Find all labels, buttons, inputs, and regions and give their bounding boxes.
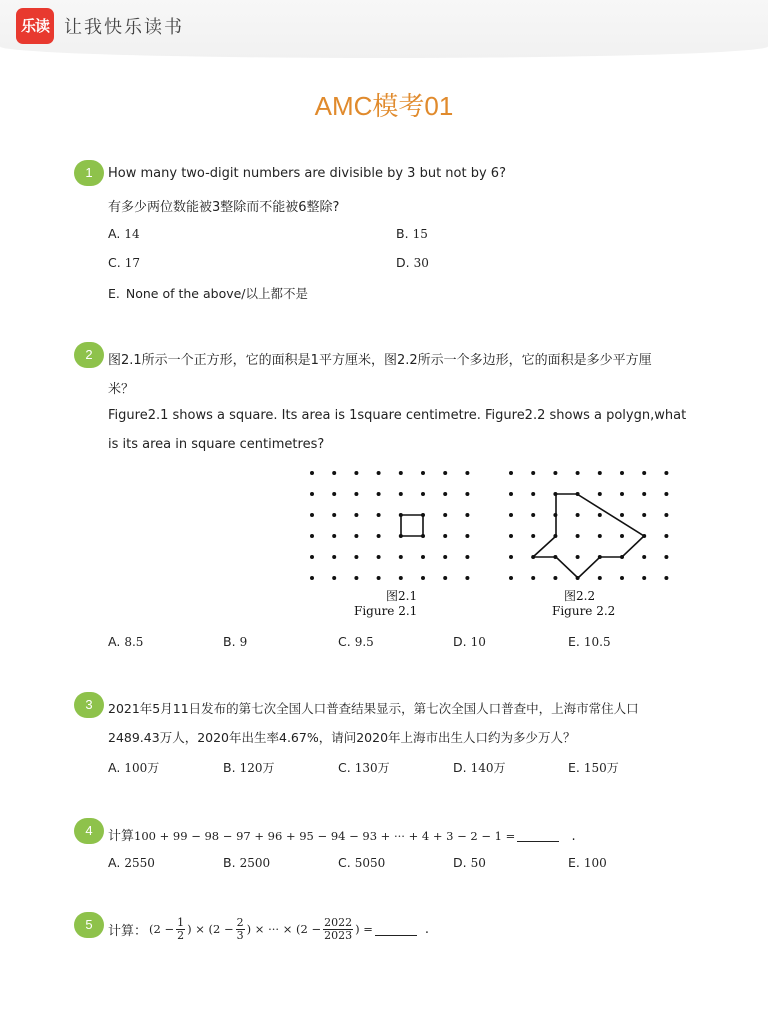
grid-dot — [553, 576, 557, 580]
grid-dot — [332, 534, 336, 538]
option-label: E. — [568, 760, 580, 775]
grid-dot — [354, 471, 358, 475]
q4-suffix: . — [571, 829, 576, 844]
grid-dot — [598, 513, 602, 517]
q2-text-cn-line2: 米？ — [108, 382, 135, 397]
q1-text-en: How many two-digit numbers are divisible by 3 but not by 6? — [108, 166, 506, 181]
grid-dot — [620, 471, 624, 475]
brand-logo[interactable]: 乐读 — [16, 8, 54, 44]
q1-option-a[interactable] — [108, 226, 140, 241]
fraction-numerator: 2 — [236, 915, 244, 929]
grid-dot — [576, 534, 580, 538]
grid-dot — [465, 492, 469, 496]
option-value: 150万 — [583, 761, 619, 775]
grid-dot — [310, 576, 314, 580]
option-label: D. — [453, 855, 467, 870]
page-title: AMC模考01 — [314, 91, 454, 121]
q2-dot-grid-figures — [300, 462, 680, 622]
option-value: 17 — [124, 256, 140, 270]
grid-dot — [310, 513, 314, 517]
grid-dot — [598, 471, 602, 475]
figure-2-1-dot-grid — [310, 471, 469, 580]
fraction — [176, 917, 185, 942]
option-value: 100万 — [124, 761, 160, 775]
fraction-denominator: 2 — [177, 928, 185, 942]
grid-dot — [620, 534, 624, 538]
q5-expr-part: ) = — [355, 922, 373, 936]
grid-dot — [465, 471, 469, 475]
grid-dot — [443, 555, 447, 559]
option-label: E. — [568, 855, 580, 870]
q1-option-c[interactable] — [108, 255, 140, 270]
option-value: 2500 — [239, 856, 271, 870]
grid-dot — [421, 492, 425, 496]
option-value: 50 — [470, 856, 486, 870]
grid-dot — [642, 492, 646, 496]
q5-expr-part: ) × (2 − — [187, 922, 234, 936]
q2-option-e[interactable] — [568, 634, 611, 649]
fraction — [323, 917, 353, 942]
figure-2-2-caption-cn: 图2.2 — [564, 589, 596, 603]
grid-dot — [443, 492, 447, 496]
option-value: 9.5 — [354, 635, 374, 649]
option-value: 9 — [239, 635, 248, 649]
grid-dot — [443, 471, 447, 475]
q2-text-en-line1: Figure2.1 shows a square. Its area is 1square centimetre. Figure2.2 shows a polygn,what — [108, 408, 687, 423]
grid-dot — [598, 492, 602, 496]
option-value: None of the above/以上都不是 — [125, 286, 309, 301]
q5-expr-part: ) × ··· × (2 − — [246, 922, 322, 936]
grid-dot — [664, 471, 668, 475]
grid-dot — [642, 471, 646, 475]
app-header — [0, 0, 768, 58]
q2-option-c[interactable] — [338, 634, 374, 649]
option-value: 15 — [412, 227, 428, 241]
grid-dot — [509, 513, 513, 517]
q4-prefix: 计算 — [108, 829, 135, 844]
grid-dot — [598, 576, 602, 580]
q2-text-en-line2: is its area in square centimetres? — [108, 437, 325, 452]
option-value: 30 — [413, 256, 429, 270]
grid-dot — [399, 471, 403, 475]
grid-dot — [664, 555, 668, 559]
option-value: 120万 — [239, 761, 275, 775]
grid-dot — [509, 555, 513, 559]
q5-text — [108, 912, 429, 946]
grid-dot — [377, 513, 381, 517]
grid-dot — [377, 576, 381, 580]
option-label: D. — [396, 255, 410, 270]
grid-dot — [509, 534, 513, 538]
q5-expr-part: (2 − — [149, 922, 175, 936]
option-label: B. — [223, 760, 236, 775]
question-number-badge: 2 — [74, 342, 104, 368]
grid-dot — [531, 513, 535, 517]
option-label: C. — [338, 855, 351, 870]
option-value: 140万 — [470, 761, 506, 775]
q1-text-cn: 有多少两位数能被3整除而不能被6整除? — [108, 200, 340, 215]
question-number-badge: 1 — [74, 160, 104, 186]
question-number-badge: 4 — [74, 818, 104, 844]
q5-prefix: 计算： — [108, 923, 148, 939]
q4-option-a[interactable] — [108, 855, 155, 870]
grid-dot — [354, 492, 358, 496]
brand-slogan: 让我快乐读书 — [64, 17, 184, 38]
q3-option-a[interactable] — [108, 759, 159, 776]
fraction-numerator: 2022 — [324, 915, 353, 929]
q1-option-d[interactable] — [396, 255, 429, 270]
q2-text-cn-line1: 图2.1所示一个正方形，它的面积是1平方厘米，图2.2所示一个多边形，它的面积是多少平方厘 — [108, 353, 652, 368]
option-label: A. — [108, 226, 121, 241]
option-label: E. — [108, 286, 120, 301]
grid-dot — [664, 513, 668, 517]
grid-dot — [664, 492, 668, 496]
option-label: B. — [396, 226, 409, 241]
option-value: 5050 — [354, 856, 386, 870]
q3-text-line1: 2021年5月11日发布的第七次全国人口普查结果显示，第七次全国人口普查中，上海市常住人口 — [108, 701, 639, 716]
figure-2-2-caption-en: Figure 2.2 — [552, 604, 616, 618]
q2-option-b[interactable] — [223, 634, 247, 649]
question-number-badge: 5 — [74, 912, 104, 938]
grid-dot — [377, 555, 381, 559]
q1-option-b[interactable] — [396, 226, 428, 241]
option-value: 10 — [470, 635, 486, 649]
grid-dot — [443, 576, 447, 580]
grid-dot — [620, 513, 624, 517]
grid-dot — [421, 576, 425, 580]
grid-dot — [531, 471, 535, 475]
option-label: E. — [568, 634, 580, 649]
question-number-badge: 3 — [74, 692, 104, 718]
option-label: A. — [108, 634, 121, 649]
option-label: A. — [108, 855, 121, 870]
option-label: C. — [108, 255, 121, 270]
grid-dot — [310, 492, 314, 496]
figure-2-1-caption-en: Figure 2.1 — [354, 604, 418, 618]
grid-dot — [553, 471, 557, 475]
grid-dot — [354, 555, 358, 559]
option-label: C. — [338, 760, 351, 775]
grid-dot — [465, 576, 469, 580]
q2-option-a[interactable] — [108, 634, 143, 649]
option-label: C. — [338, 634, 351, 649]
grid-dot — [509, 576, 513, 580]
grid-dot — [443, 534, 447, 538]
fraction-denominator: 3 — [236, 928, 244, 942]
grid-dot — [664, 576, 668, 580]
option-label: A. — [108, 760, 121, 775]
q4-option-e[interactable] — [568, 855, 607, 870]
option-label: B. — [223, 855, 236, 870]
q3-option-b[interactable] — [223, 759, 274, 776]
option-label: D. — [453, 634, 467, 649]
grid-dot — [443, 513, 447, 517]
grid-dot — [509, 471, 513, 475]
q4-text — [108, 825, 576, 844]
q4-option-d[interactable] — [453, 855, 486, 870]
fraction — [236, 917, 245, 942]
grid-dot — [421, 471, 425, 475]
grid-dot — [310, 471, 314, 475]
grid-dot — [354, 534, 358, 538]
grid-dot — [332, 555, 336, 559]
grid-dot — [509, 492, 513, 496]
figure-2-2-polygon — [533, 494, 644, 578]
option-value: 8.5 — [124, 635, 144, 649]
fraction-numerator: 1 — [177, 915, 185, 929]
q3-option-e[interactable] — [568, 759, 619, 776]
fraction-denominator: 2023 — [324, 928, 353, 942]
grid-dot — [377, 492, 381, 496]
q2-option-d[interactable] — [453, 634, 486, 649]
grid-dot — [332, 576, 336, 580]
q4-option-c[interactable] — [338, 855, 385, 870]
grid-dot — [465, 513, 469, 517]
grid-dot — [332, 513, 336, 517]
grid-dot — [377, 534, 381, 538]
grid-dot — [332, 492, 336, 496]
grid-dot — [354, 513, 358, 517]
option-label: B. — [223, 634, 236, 649]
grid-dot — [576, 471, 580, 475]
grid-dot — [642, 576, 646, 580]
option-value: 10.5 — [583, 635, 611, 649]
option-value: 14 — [124, 227, 140, 241]
option-value: 130万 — [354, 761, 390, 775]
figure-2-1-caption-cn: 图2.1 — [386, 589, 418, 603]
grid-dot — [531, 534, 535, 538]
q4-option-b[interactable] — [223, 855, 270, 870]
grid-dot — [620, 492, 624, 496]
q3-option-c[interactable] — [338, 759, 390, 776]
grid-dot — [354, 576, 358, 580]
grid-dot — [465, 555, 469, 559]
q5-suffix: . — [424, 921, 430, 937]
q1-option-e[interactable] — [108, 284, 308, 302]
figure-2-1-square — [401, 515, 423, 536]
grid-dot — [642, 513, 646, 517]
grid-dot — [399, 492, 403, 496]
grid-dot — [465, 534, 469, 538]
grid-dot — [664, 534, 668, 538]
grid-dot — [620, 576, 624, 580]
grid-dot — [598, 534, 602, 538]
grid-dot — [399, 576, 403, 580]
grid-dot — [310, 555, 314, 559]
grid-dot — [399, 555, 403, 559]
q3-text-line2: 2489.43万人，2020年出生率4.67%，请问2020年上海市出生人口约为多少万人？ — [108, 730, 576, 745]
grid-dot — [421, 555, 425, 559]
answer-blank[interactable] — [375, 923, 417, 936]
grid-dot — [377, 471, 381, 475]
option-value: 100 — [583, 856, 607, 870]
option-value: 2550 — [124, 856, 155, 870]
figure-2-2-dot-grid — [509, 471, 668, 580]
answer-blank[interactable] — [517, 829, 559, 842]
grid-dot — [332, 471, 336, 475]
grid-dot — [531, 576, 535, 580]
option-label: D. — [453, 760, 467, 775]
grid-dot — [531, 492, 535, 496]
grid-dot — [576, 555, 580, 559]
grid-dot — [576, 513, 580, 517]
grid-dot — [310, 534, 314, 538]
grid-dot — [642, 555, 646, 559]
q4-expression: 100 + 99 − 98 − 97 + 96 + 95 − 94 − 93 + ··· + 4 + 3 − 2 − 1 = — [134, 829, 516, 843]
q3-option-d[interactable] — [453, 759, 506, 776]
